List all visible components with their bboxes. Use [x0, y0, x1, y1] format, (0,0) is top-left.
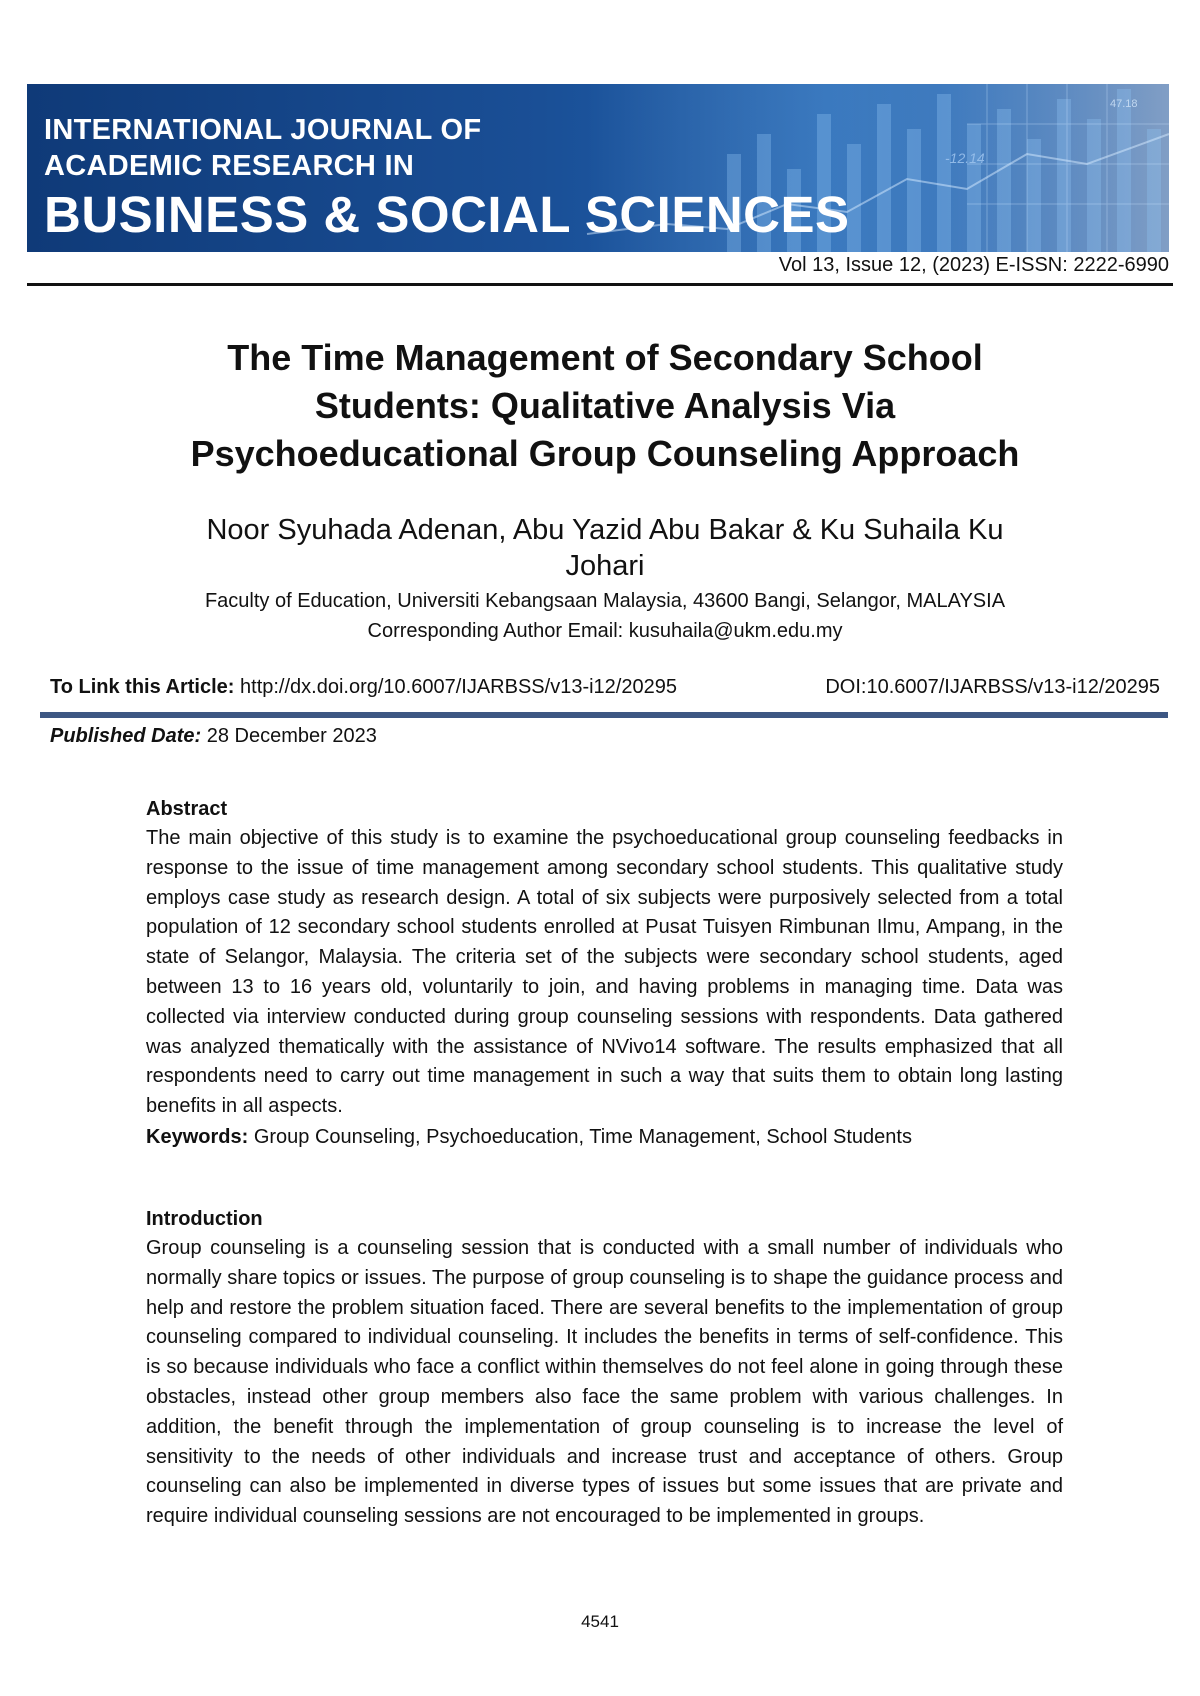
journal-banner [27, 84, 1169, 252]
title-line-3: Psychoeducational Group Counseling Approach [190, 433, 1020, 474]
title-line-1: The Time Management of Secondary School [227, 337, 983, 378]
title-line-2: Students: Qualitative Analysis Via [314, 385, 896, 426]
banner-line-2: ACADEMIC RESEARCH IN [44, 150, 415, 182]
authors-line-1: Noor Syuhada Adenan, Abu Yazid Abu Bakar & Ku Suhaila Ku [206, 514, 1004, 546]
published-date: 28 December 2023 [206, 725, 377, 747]
abstract-section [146, 794, 1063, 1152]
article-link[interactable]: http://dx.doi.org/10.6007/IJARBSS/v13-i12/20295 [240, 676, 677, 698]
keywords: Group Counseling, Psychoeducation, Time Management, School Students [253, 1125, 912, 1148]
published-label: Published Date: [50, 725, 202, 747]
abstract-text: The main objective of this study is to examine the psychoeducational group counseling feedbacks in response to the issue of time management among secondary school students. This qualitative study employs case study as research design. A total of six subjects were purposively selected from a total population of 12 secondary school students enrolled at Pusat Tuisyen Rimbunan Ilmu, Ampang, in the state of Selangor, Malaysia. The criteria set of the subjects were secondary school students, aged between 13 to 16 years old, voluntarily to join, and having problems in managing time. Data was collected via interview conducted during group counseling sessions with respondents. Data gathered was analyzed thematically with the assistance of NVivo14 software. The results emphasized that all respondents need to carry out time management in such a way that suits them to obtain long lasting benefits in all aspects. [146, 827, 1063, 1118]
introduction-text: Group counseling is a counseling session that is conducted with a small number of individuals who normally share topics or issues. The purpose of group counseling is to shape the guidance process and help and restore the problem situation faced. There are several benefits to the implementation of group counseling compared to individual counseling. It includes the benefits in terms of self-confidence. This is so because individuals who face a conflict within themselves do not feel alone in going through these obstacles, instead other group members also face the same problem with various challenges. In addition, the benefit through the implementation of group counseling is to increase the level of sensitivity to the needs of other individuals and increase trust and acceptance of others. Group counseling can also be implemented in diverse types of issues but some issues that are private and require individual counseling sessions are not encouraged to be implemented in groups. [146, 1237, 1063, 1528]
banner-decorative-number: -12.14 [945, 150, 985, 166]
authors-line-2: Johari [565, 550, 645, 582]
page-number: 4541 [581, 1612, 619, 1631]
corresponding-email: Corresponding Author Email: kusuhaila@ukm.edu.my [367, 620, 843, 642]
banner-decorative-number-2: 47.18 [1110, 98, 1138, 110]
banner-line-3: BUSINESS & SOCIAL SCIENCES [44, 186, 850, 243]
header-divider [27, 283, 1173, 286]
abstract-heading: Abstract [146, 798, 228, 820]
introduction-heading: Introduction [146, 1208, 263, 1230]
article-link-row [50, 676, 1160, 699]
affiliation: Faculty of Education, Universiti Kebangsaan Malaysia, 43600 Bangi, Selangor, MALAYSIA [204, 590, 1006, 612]
authors [130, 512, 1080, 584]
affiliation-block [110, 586, 1100, 646]
keywords-row [146, 1122, 1063, 1152]
link-divider [40, 712, 1168, 718]
article-title [110, 334, 1100, 478]
published-row [50, 725, 377, 748]
banner-title [44, 112, 850, 244]
issue-info: Vol 13, Issue 12, (2023) E-ISSN: 2222-6990 [778, 254, 1169, 276]
doi: DOI:10.6007/IJARBSS/v13-i12/20295 [825, 676, 1160, 698]
introduction-section [146, 1204, 1063, 1532]
keywords-label: Keywords: [146, 1125, 249, 1148]
link-label: To Link this Article: [50, 676, 235, 698]
banner-line-1: INTERNATIONAL JOURNAL OF [44, 114, 482, 146]
